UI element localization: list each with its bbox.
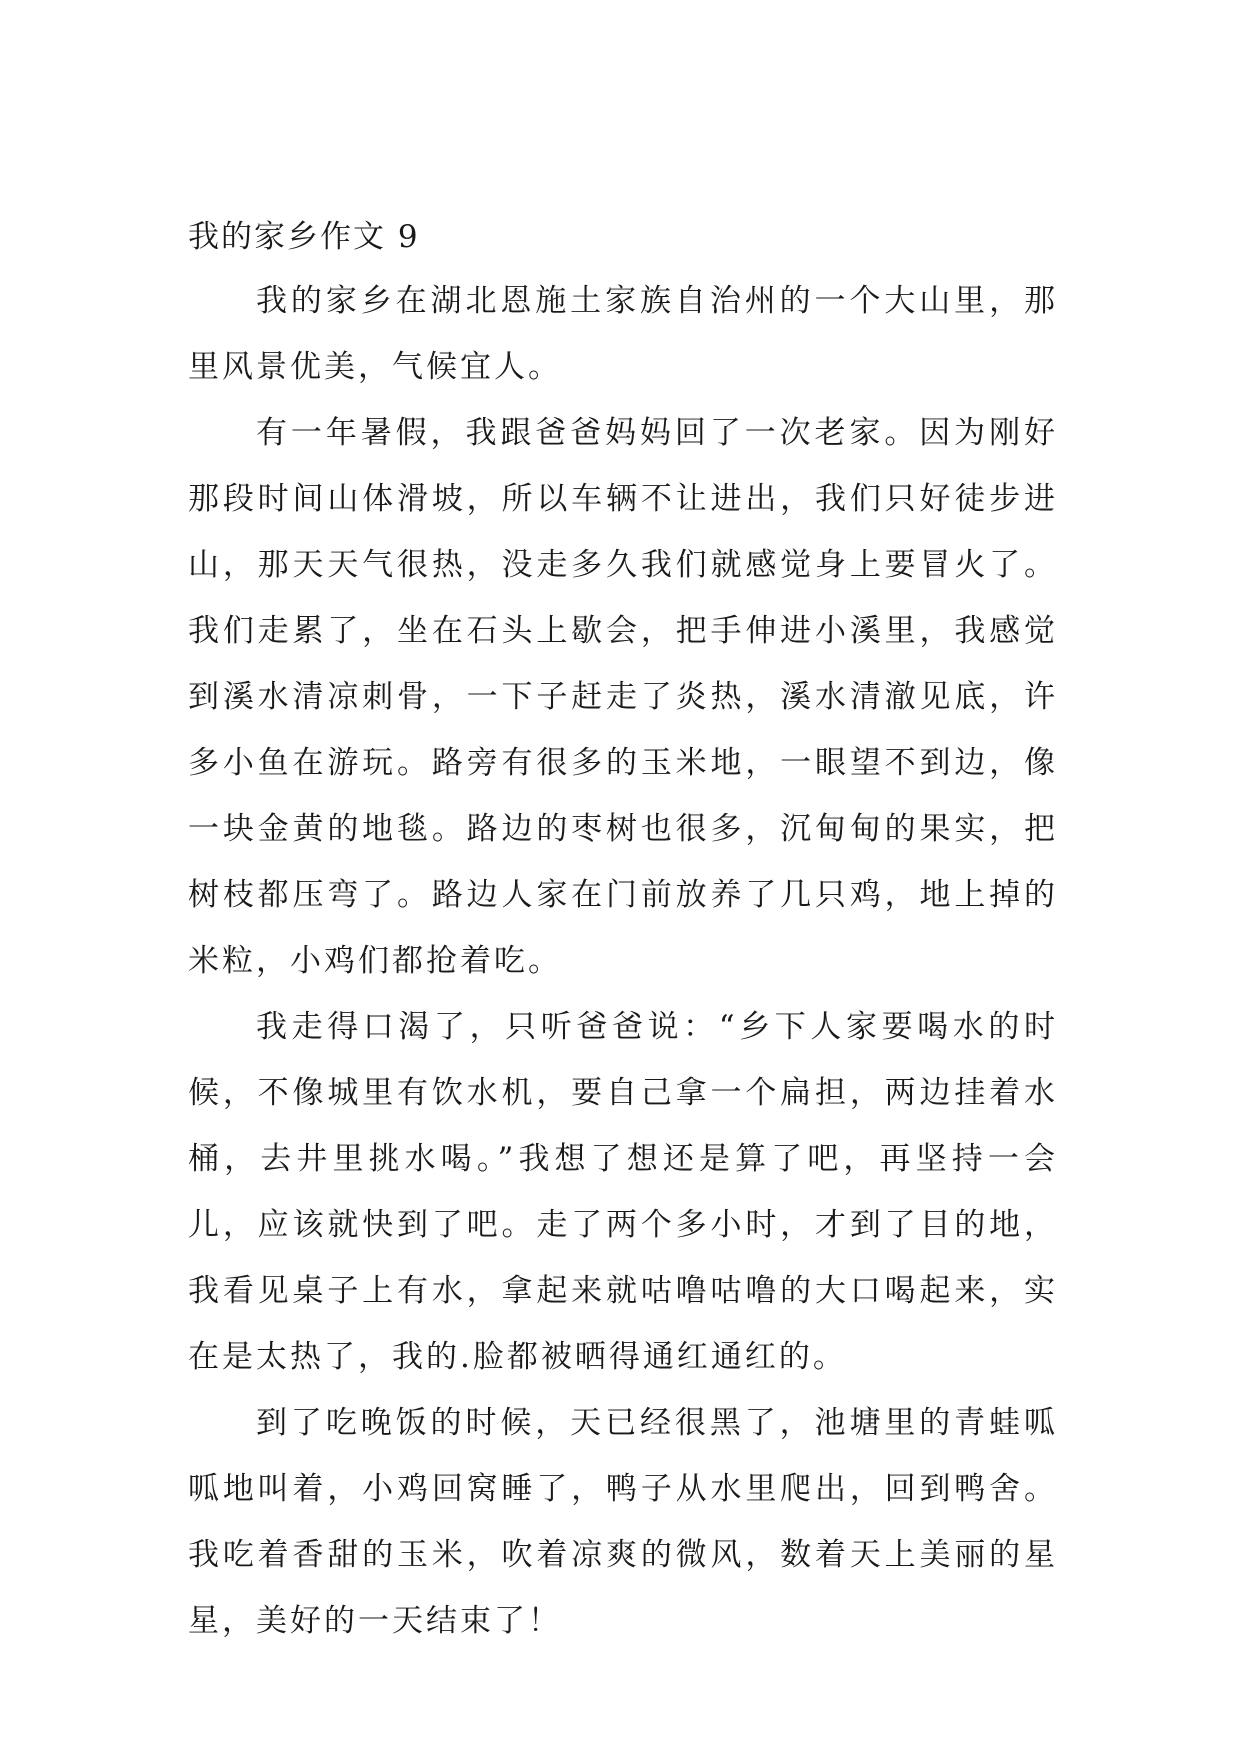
paragraph-1: 我的家乡在湖北恩施土家族自治州的一个大山里，那里风景优美，气候宜人。 [188,283,1058,385]
document-page [188,216,1058,1654]
document-title: 我的家乡作文 9 [188,219,420,255]
paragraph-2: 有一年暑假，我跟爸爸妈妈回了一次老家。因为刚好那段时间山体滑坡，所以车辆不让进出，我们只好徒步进山，那天天气很热，没走多久我们就感觉身上要冒火了。我们走累了，坐在石头上歇会，把手伸进小溪里，我感觉到溪水清凉刺骨，一下子赶走了炎热，溪水清澈见底，许多小鱼在游玩。路旁有很多的玉米地，一眼望不到边，像一块金黄的地毯。路边的枣树也很多，沉甸甸的果实，把树枝都压弯了。路边人家在门前放养了几只鸡，地上掉的米粒，小鸡们都抢着吃。 [188,415,1058,979]
paragraph-4: 到了吃晚饭的时候，天已经很黑了，池塘里的青蛙呱呱地叫着，小鸡回窝睡了，鸭子从水里爬出，回到鸭舍。我吃着香甜的玉米，吹着凉爽的微风，数着天上美丽的星星，美好的一天结束了！ [188,1405,1058,1639]
paragraph-3: 我走得口渴了，只听爸爸说：“乡下人家要喝水的时候，不像城里有饮水机，要自己拿一个扁担，两边挂着水桶，去井里挑水喝。”我想了想还是算了吧，再坚持一会儿，应该就快到了吧。走了两个多小时，才到了目的地，我看见桌子上有水，拿起来就咕噜咕噜的大口喝起来，实在是太热了，我的.脸都被晒得通红通红的。 [188,1009,1058,1375]
